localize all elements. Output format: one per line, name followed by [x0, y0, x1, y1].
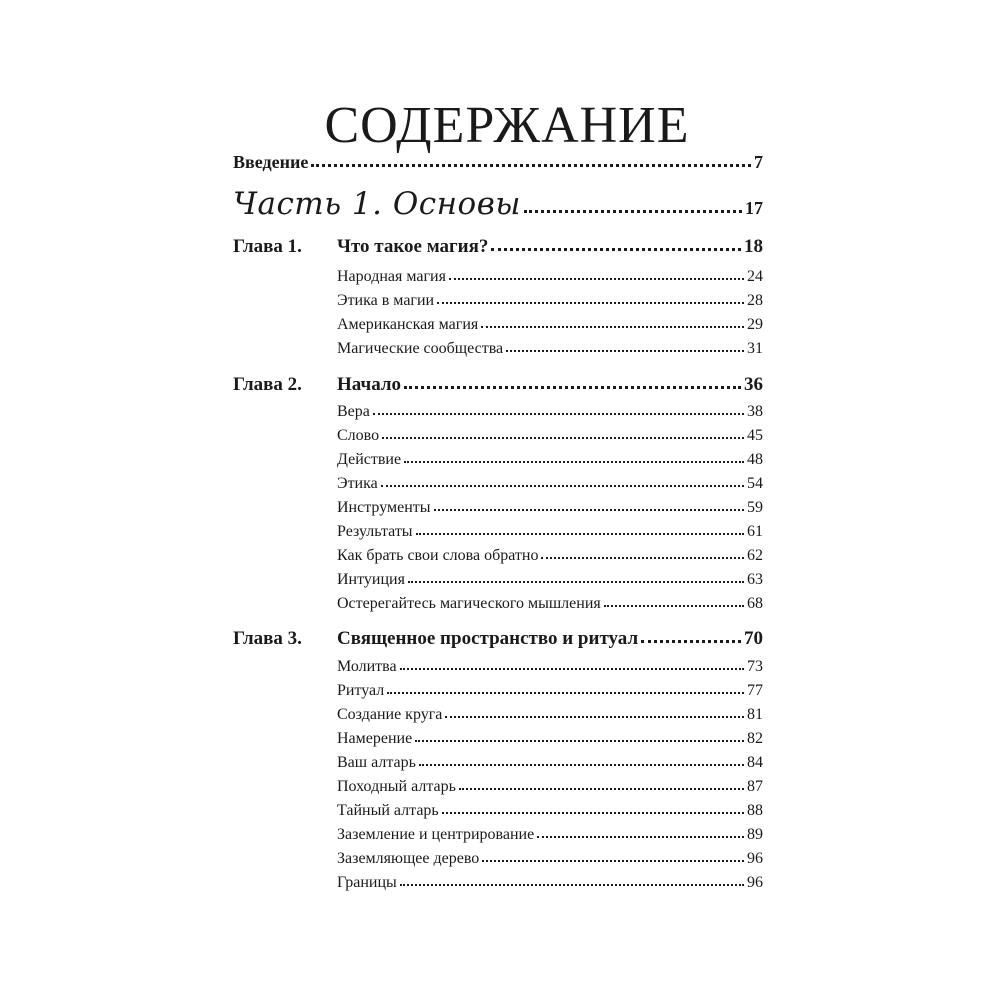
toc-section	[337, 826, 763, 844]
dot-leader	[481, 325, 744, 328]
toc-page-number: 89	[747, 826, 763, 843]
section-title: Остерегайтесь магического мышления	[337, 595, 601, 612]
toc-section	[337, 475, 763, 493]
section-title: Интуиция	[337, 571, 405, 588]
dot-leader	[442, 811, 744, 814]
toc-section	[337, 595, 763, 613]
toc-section	[337, 427, 763, 445]
toc-page-number: 18	[744, 236, 763, 257]
toc-section	[337, 658, 763, 676]
toc-page-number: 81	[747, 706, 763, 723]
dot-leader	[524, 209, 742, 213]
dot-leader	[641, 639, 741, 643]
dot-leader	[408, 580, 744, 583]
section-title: Магические сообщества	[337, 340, 504, 357]
toc-section	[337, 571, 763, 589]
section-title: Народная магия	[337, 268, 446, 285]
section-title: Заземляющее дерево	[337, 850, 480, 867]
toc-entry-label: Введение	[233, 152, 309, 172]
section-title: Ваш алтарь	[337, 754, 416, 771]
toc-section	[337, 547, 763, 565]
toc-page-number: 88	[747, 802, 763, 819]
toc-page-number: 36	[744, 374, 763, 395]
section-title: Намерение	[337, 730, 413, 747]
toc-section	[337, 730, 763, 748]
toc-page-number: 31	[747, 340, 763, 357]
dot-leader	[437, 301, 744, 304]
section-title: Заземление и центрирование	[337, 826, 535, 843]
toc-page-number: 82	[747, 730, 763, 747]
section-title: Этика в магии	[337, 292, 435, 309]
toc-page-number: 63	[747, 571, 763, 588]
dot-leader	[604, 604, 744, 607]
section-title: Создание круга	[337, 706, 443, 723]
dot-leader	[382, 436, 744, 439]
toc-page-number: 7	[754, 152, 763, 172]
toc-page-number: 59	[747, 499, 763, 516]
chapter-title: Что такое магия?	[337, 236, 489, 257]
toc-chapter-1	[233, 236, 763, 258]
toc-section	[337, 706, 763, 724]
toc-page-number: 38	[747, 403, 763, 420]
toc-page-number: 54	[747, 475, 763, 492]
toc-section	[337, 316, 763, 334]
section-title: Действие	[337, 451, 402, 468]
section-title: Ритуал	[337, 682, 385, 699]
toc-page-number: 17	[745, 198, 763, 218]
toc-page-number: 96	[747, 850, 763, 867]
section-title: Этика	[337, 475, 378, 492]
dot-leader	[373, 412, 744, 415]
toc-section	[337, 850, 763, 868]
dot-leader	[541, 556, 744, 559]
toc-page-number: 96	[747, 874, 763, 891]
section-title: Тайный алтарь	[337, 802, 439, 819]
page-title: СОДЕРЖАНИЕ	[324, 97, 690, 154]
dot-leader	[311, 163, 751, 167]
section-title: Вера	[337, 403, 370, 420]
toc-section	[337, 802, 763, 820]
chapter-title: Священное пространство и ритуал	[337, 628, 639, 649]
section-title: Американская магия	[337, 316, 479, 333]
toc-section	[337, 451, 763, 469]
section-title: Молитва	[337, 658, 397, 675]
toc-page-number: 48	[747, 451, 763, 468]
toc-section	[337, 499, 763, 517]
toc-page-number: 24	[747, 268, 763, 285]
dot-leader	[404, 385, 741, 389]
toc-chapter-3	[233, 628, 763, 650]
toc-page-number: 29	[747, 316, 763, 333]
dot-leader	[404, 460, 744, 463]
dot-leader	[491, 247, 741, 251]
toc-entry-intro	[233, 152, 763, 173]
toc-page-number: 28	[747, 292, 763, 309]
part-title: Часть 1. Основы	[233, 186, 522, 222]
chapter-number: Глава 2.	[233, 374, 302, 395]
toc-page-number: 87	[747, 778, 763, 795]
toc-page-number: 62	[747, 547, 763, 564]
toc-page-number: 70	[744, 628, 763, 649]
toc-section	[337, 340, 763, 358]
dot-leader	[419, 763, 744, 766]
section-title: Инструменты	[337, 499, 431, 516]
dot-leader	[459, 787, 744, 790]
dot-leader	[445, 715, 744, 718]
chapter-number: Глава 3.	[233, 628, 302, 649]
chapter-number: Глава 1.	[233, 236, 302, 257]
toc-page-number: 84	[747, 754, 763, 771]
dot-leader	[537, 835, 744, 838]
toc-section	[337, 682, 763, 700]
dot-leader	[415, 739, 744, 742]
toc-section	[337, 292, 763, 310]
dot-leader	[416, 532, 744, 535]
dot-leader	[400, 667, 744, 670]
toc-section	[337, 778, 763, 796]
section-title: Слово	[337, 427, 380, 444]
chapter-title: Начало	[337, 374, 402, 395]
toc-section	[337, 403, 763, 421]
dot-leader	[434, 508, 744, 511]
toc-page-number: 73	[747, 658, 763, 675]
section-title: Результаты	[337, 523, 413, 540]
toc-entry-part-1	[233, 186, 763, 222]
dot-leader	[482, 859, 744, 862]
section-title: Границы	[337, 874, 397, 891]
section-title: Походный алтарь	[337, 778, 456, 795]
toc-section	[337, 754, 763, 772]
dot-leader	[387, 691, 744, 694]
section-title: Как брать свои слова обратно	[337, 547, 539, 564]
toc-section	[337, 523, 763, 541]
toc-page-number: 68	[747, 595, 763, 612]
dot-leader	[506, 349, 744, 352]
toc-section	[337, 874, 763, 892]
toc-page-number: 77	[747, 682, 763, 699]
toc-chapter-2	[233, 374, 763, 396]
dot-leader	[381, 484, 744, 487]
dot-leader	[400, 883, 744, 886]
toc-section	[337, 268, 763, 286]
dot-leader	[449, 277, 744, 280]
toc-page-number: 61	[747, 523, 763, 540]
toc-page-number: 45	[747, 427, 763, 444]
